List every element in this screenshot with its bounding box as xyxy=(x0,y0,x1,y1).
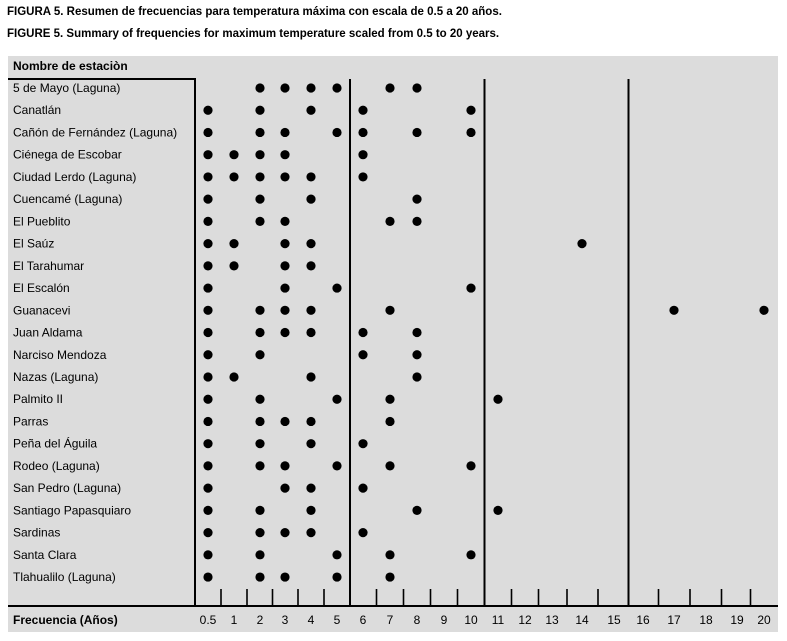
data-point xyxy=(203,506,212,515)
x-tick-label: 20 xyxy=(757,613,771,627)
data-point xyxy=(306,484,315,493)
data-point xyxy=(306,439,315,448)
x-tick-label: 6 xyxy=(359,613,367,627)
x-tick-label: 19 xyxy=(730,613,744,627)
data-point xyxy=(385,395,394,404)
data-point xyxy=(358,150,367,159)
data-point xyxy=(493,506,502,515)
data-point xyxy=(203,239,212,248)
station-label: El Saúz xyxy=(13,236,55,251)
data-point xyxy=(255,461,264,470)
data-point xyxy=(255,417,264,426)
data-point xyxy=(255,106,264,115)
data-point xyxy=(203,572,212,581)
x-tick-label: 12 xyxy=(518,613,532,627)
data-point xyxy=(280,306,289,315)
station-label: Sardinas xyxy=(13,525,61,540)
data-point xyxy=(280,261,289,270)
data-point xyxy=(255,395,264,404)
data-point xyxy=(385,83,394,92)
x-axis-title: Frecuencia (Años) xyxy=(13,613,118,627)
data-point xyxy=(203,372,212,381)
station-label: Tlahualilo (Laguna) xyxy=(13,570,116,585)
data-point xyxy=(203,306,212,315)
figure-title-en: FIGURE 5. Summary of frequencies for maximum temperature scaled from 0.5 to 20 years. xyxy=(7,28,500,40)
data-point xyxy=(280,461,289,470)
data-point xyxy=(203,172,212,181)
data-point xyxy=(358,350,367,359)
data-point xyxy=(332,572,341,581)
data-point xyxy=(203,461,212,470)
data-point xyxy=(255,439,264,448)
station-label: Santiago Papasquiaro xyxy=(13,503,132,518)
data-point xyxy=(203,195,212,204)
x-tick-label: 1 xyxy=(230,613,238,627)
station-label: Cuencamé (Laguna) xyxy=(13,192,123,207)
data-point xyxy=(358,484,367,493)
x-tick-label: 14 xyxy=(575,613,589,627)
data-point xyxy=(306,372,315,381)
data-point xyxy=(669,306,678,315)
data-point xyxy=(306,506,315,515)
data-point xyxy=(412,350,421,359)
x-tick-label: 15 xyxy=(607,613,621,627)
data-point xyxy=(412,506,421,515)
data-point xyxy=(203,150,212,159)
station-label: Cañón de Fernández (Laguna) xyxy=(13,125,178,140)
data-point xyxy=(255,217,264,226)
data-point xyxy=(203,128,212,137)
data-point xyxy=(577,239,586,248)
data-point xyxy=(358,106,367,115)
data-point xyxy=(466,283,475,292)
data-point xyxy=(466,106,475,115)
data-point xyxy=(203,484,212,493)
data-point xyxy=(385,217,394,226)
data-point xyxy=(759,306,768,315)
data-point xyxy=(203,417,212,426)
data-point xyxy=(385,306,394,315)
data-point xyxy=(358,328,367,337)
data-point xyxy=(306,83,315,92)
station-label: Canatlán xyxy=(13,103,62,118)
x-tick-label: 7 xyxy=(386,613,394,627)
station-label: Guanacevi xyxy=(13,303,71,318)
data-point xyxy=(412,195,421,204)
data-point xyxy=(255,550,264,559)
data-point xyxy=(229,239,238,248)
data-point xyxy=(466,461,475,470)
data-point xyxy=(306,306,315,315)
data-point xyxy=(280,328,289,337)
data-point xyxy=(203,261,212,270)
data-point xyxy=(255,528,264,537)
data-point xyxy=(306,328,315,337)
data-point xyxy=(255,350,264,359)
station-label: Narciso Mendoza xyxy=(13,347,107,362)
data-point xyxy=(358,528,367,537)
data-point xyxy=(358,439,367,448)
data-point xyxy=(280,83,289,92)
data-point xyxy=(255,195,264,204)
data-point xyxy=(358,172,367,181)
data-point xyxy=(280,528,289,537)
station-column-header: Nombre de estaciòn xyxy=(13,59,128,73)
data-point xyxy=(280,128,289,137)
station-label: Peña del Águila xyxy=(13,436,98,451)
station-label: 5 de Mayo (Laguna) xyxy=(13,81,121,95)
data-point xyxy=(332,461,341,470)
x-tick-label: 3 xyxy=(281,613,289,627)
data-point xyxy=(229,372,238,381)
data-point xyxy=(255,150,264,159)
data-point xyxy=(306,195,315,204)
x-tick-label: 0.5 xyxy=(199,613,217,627)
data-point xyxy=(255,506,264,515)
data-point xyxy=(280,572,289,581)
x-tick-label: 4 xyxy=(307,613,315,627)
station-label: Juan Aldama xyxy=(13,325,83,340)
data-point xyxy=(306,261,315,270)
data-point xyxy=(306,528,315,537)
data-point xyxy=(229,261,238,270)
data-point xyxy=(493,395,502,404)
data-point xyxy=(412,128,421,137)
data-point xyxy=(255,172,264,181)
data-point xyxy=(332,395,341,404)
x-tick-label: 18 xyxy=(699,613,713,627)
station-label: El Pueblito xyxy=(13,214,71,229)
data-point xyxy=(412,217,421,226)
x-tick-label: 17 xyxy=(667,613,681,627)
chart-panel xyxy=(8,56,778,632)
data-point xyxy=(203,328,212,337)
data-point xyxy=(280,150,289,159)
data-point xyxy=(280,217,289,226)
data-point xyxy=(203,550,212,559)
station-label: San Pedro (Laguna) xyxy=(13,481,122,496)
x-tick-label: 11 xyxy=(491,613,505,627)
x-tick-label: 13 xyxy=(545,613,559,627)
station-label: Parras xyxy=(13,414,49,429)
data-point xyxy=(332,550,341,559)
data-point xyxy=(306,417,315,426)
station-label: Ciénega de Escobar xyxy=(13,147,122,162)
x-tick-label: 8 xyxy=(413,613,421,627)
data-point xyxy=(255,83,264,92)
x-tick-label: 10 xyxy=(464,613,478,627)
data-point xyxy=(229,172,238,181)
data-point xyxy=(280,239,289,248)
data-point xyxy=(332,83,341,92)
station-label: El Escalón xyxy=(13,281,70,296)
x-tick-label: 2 xyxy=(256,613,264,627)
data-point xyxy=(229,150,238,159)
data-point xyxy=(203,283,212,292)
data-point xyxy=(280,417,289,426)
data-point xyxy=(203,439,212,448)
data-point xyxy=(306,172,315,181)
data-point xyxy=(255,128,264,137)
data-point xyxy=(385,417,394,426)
data-point xyxy=(358,128,367,137)
data-point xyxy=(203,217,212,226)
data-point xyxy=(385,550,394,559)
data-point xyxy=(203,350,212,359)
data-point xyxy=(385,461,394,470)
data-point xyxy=(466,128,475,137)
data-point xyxy=(203,106,212,115)
station-label: Ciudad Lerdo (Laguna) xyxy=(13,169,137,184)
data-point xyxy=(280,172,289,181)
data-point xyxy=(332,283,341,292)
x-tick-label: 5 xyxy=(333,613,341,627)
data-point xyxy=(466,550,475,559)
station-label: El Tarahumar xyxy=(13,258,85,273)
data-point xyxy=(255,572,264,581)
x-tick-label: 16 xyxy=(636,613,650,627)
data-point xyxy=(412,83,421,92)
data-point xyxy=(280,283,289,292)
data-point xyxy=(385,572,394,581)
station-label: Santa Clara xyxy=(13,547,77,562)
data-point xyxy=(306,106,315,115)
data-point xyxy=(412,372,421,381)
station-label: Rodeo (Laguna) xyxy=(13,458,100,473)
data-point xyxy=(255,328,264,337)
data-point xyxy=(203,528,212,537)
figure-title-es: FIGURA 5. Resumen de frecuencias para temperatura máxima con escala de 0.5 a 20 años. xyxy=(7,6,502,18)
station-label: Nazas (Laguna) xyxy=(13,369,99,384)
data-point xyxy=(306,239,315,248)
data-point xyxy=(255,306,264,315)
data-point xyxy=(203,395,212,404)
data-point xyxy=(412,328,421,337)
data-point xyxy=(280,484,289,493)
x-tick-label: 9 xyxy=(440,613,448,627)
station-label: Palmito II xyxy=(13,392,64,407)
data-point xyxy=(332,128,341,137)
